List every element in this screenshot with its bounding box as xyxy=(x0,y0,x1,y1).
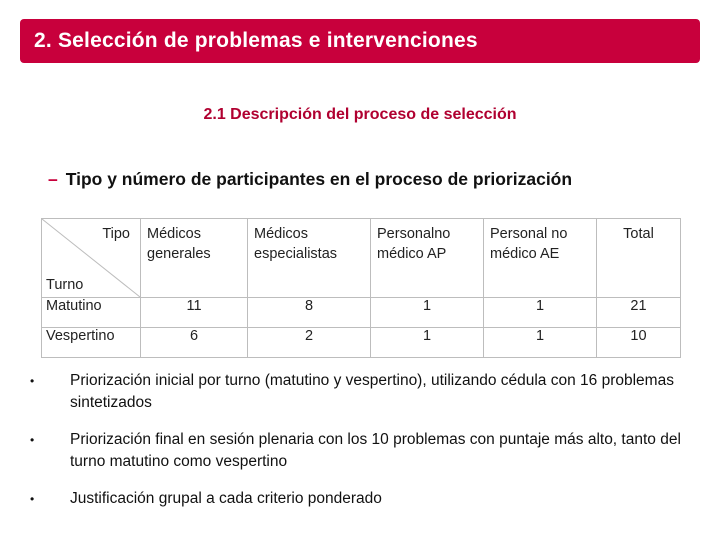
bullet-list xyxy=(28,370,688,510)
cell-personal-ae: 1 xyxy=(484,298,597,328)
dash-marker: – xyxy=(48,169,58,189)
section-subtitle: 2.1 Descripción del proceso de selección xyxy=(203,106,517,123)
header-line: Médicos xyxy=(147,226,201,242)
header-line: Médicos xyxy=(254,226,308,242)
bullet-text: Priorización inicial por turno (matutino y vespertino), utilizando cédula con 16 problemas sintetizados xyxy=(70,372,674,411)
col-header-personal-no-medico-ae xyxy=(484,219,597,298)
cell-personal-ae: 1 xyxy=(484,328,597,358)
header-line: médico AP xyxy=(377,246,447,262)
bullet-text: Priorización final en sesión plenaria con los 10 problemas con puntaje más alto, tanto del turno matutino como vespertino xyxy=(70,431,681,470)
corner-row-label: Turno xyxy=(46,277,84,293)
corner-cell xyxy=(42,219,141,298)
slide-title: 2. Selección de problemas e intervenciones xyxy=(34,29,478,52)
col-header-personal-no-medico-ap xyxy=(371,219,484,298)
row-label: Matutino xyxy=(42,298,141,328)
bullet-marker: • xyxy=(30,492,35,506)
table-heading xyxy=(48,169,572,190)
bullet-item xyxy=(28,488,688,510)
cell-total: 10 xyxy=(597,328,681,358)
cell-personal-ap: 1 xyxy=(371,298,484,328)
cell-medicos-generales: 6 xyxy=(141,328,248,358)
col-header-medicos-especialistas xyxy=(248,219,371,298)
slide-title-bar xyxy=(20,19,700,63)
bullet-text: Justificación grupal a cada criterio ponderado xyxy=(70,490,382,507)
bullet-item xyxy=(28,370,688,414)
table-row-vespertino xyxy=(42,328,681,358)
header-line: Total xyxy=(623,226,654,242)
table-header-row xyxy=(42,219,681,298)
cell-personal-ap: 1 xyxy=(371,328,484,358)
table-row-matutino xyxy=(42,298,681,328)
bullet-item xyxy=(28,429,688,473)
corner-col-label: Tipo xyxy=(102,226,130,242)
col-header-medicos-generales xyxy=(141,219,248,298)
cell-total: 21 xyxy=(597,298,681,328)
bullet-marker: • xyxy=(30,433,35,447)
header-line: médico AE xyxy=(490,246,560,262)
cell-medicos-especialistas: 8 xyxy=(248,298,371,328)
header-line: especialistas xyxy=(254,246,338,262)
participants-table xyxy=(41,218,681,358)
table-heading-text: Tipo y número de participantes en el proceso de priorización xyxy=(65,169,573,189)
cell-medicos-especialistas: 2 xyxy=(248,328,371,358)
header-line: Personalno xyxy=(377,226,451,242)
col-header-total xyxy=(597,219,681,298)
header-line: Personal no xyxy=(490,226,568,242)
header-line: generales xyxy=(147,246,211,262)
bullet-marker: • xyxy=(30,374,35,388)
row-label: Vespertino xyxy=(42,328,141,358)
cell-medicos-generales: 11 xyxy=(141,298,248,328)
